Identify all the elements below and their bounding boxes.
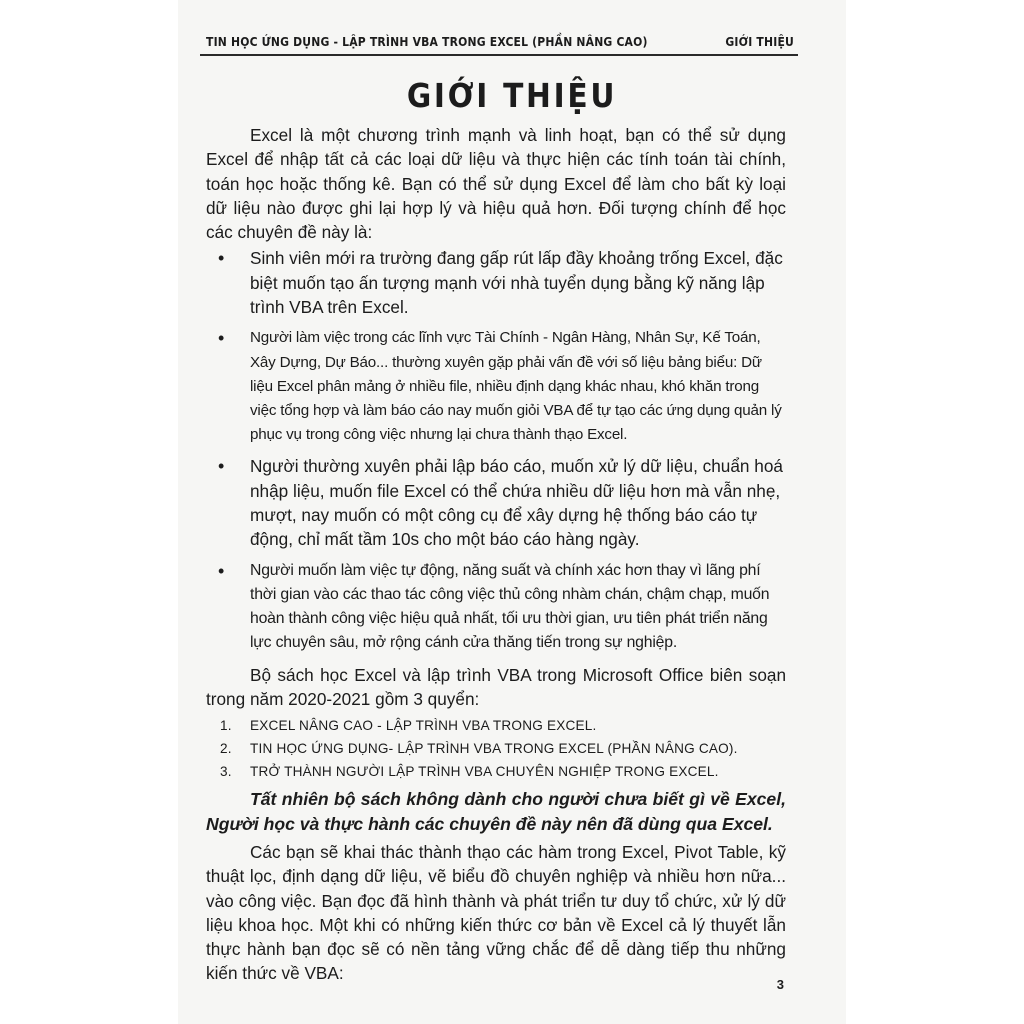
list-item: • Người làm việc trong các lĩnh vực Tài Chính - Ngân Hàng, Nhân Sự, Kế Toán, Xây Dựng, Dự Báo... thường xuyên gặp phải vấn đề với số liệu bảng biểu: Dữ liệu Excel phân mảng ở nhiều file, nhiều định dạng khác nhau, khó khăn trong việc tổng hợp và làm báo cáo nay muốn giỏi VBA để tự tạo các ứng dụng quản lý phục vụ trong công việc nhưng lại chưa thành thạo Excel. <box>218 328 782 444</box>
bullet-icon: • <box>218 456 225 477</box>
header-book-title: TIN HỌC ỨNG DỤNG - LẬP TRÌNH VBA TRONG EXCEL (PHẦN NÂNG CAO) <box>206 35 648 49</box>
header-section-title: GIỚI THIỆU <box>725 35 794 49</box>
intro-paragraph: Excel là một chương trình mạnh và linh hoạt, bạn có thể sử dụng Excel để nhập tất cả các loại dữ liệu và thực hiện các tính toán tài chính, toán học hoặc thống kê. Bạn có thể sử dụng Excel để làm cho bất kỳ loại dữ liệu nào được ghi lại hợp lý và hiệu quả hơn. Đối tượng chính để học các chuyên đề này là: <box>206 125 786 243</box>
emphasis-paragraph: Tất nhiên bộ sách không dành cho người chưa biết gì về Excel, Người học và thực hành các chuyên đề này nên đã dùng qua Excel. <box>206 789 786 834</box>
running-header <box>200 32 798 56</box>
audience-list <box>206 246 786 655</box>
bullet-icon: • <box>218 248 225 269</box>
list-item: • Người thường xuyên phải lập báo cáo, muốn xử lý dữ liệu, chuẩn hoá nhập liệu, muốn file Excel có thể chứa nhiều dữ liệu hơn mà vẫn nhẹ, mượt, nay muốn có một công cụ để xây dựng hệ thống báo cáo tự động, chỉ mất tầm 10s cho một báo cáo hàng ngày. <box>218 456 783 550</box>
closing-paragraph: Các bạn sẽ khai thác thành thạo các hàm trong Excel, Pivot Table, kỹ thuật lọc, định dạng dữ liệu, vẽ biểu đồ chuyên nghiệp và nhiều hơn nữa... vào công việc. Bạn đọc đã hình thành và phát triển tư duy tổ chức, xử lý dữ liệu khoa học. Một khi có những kiến thức cơ bản về Excel cả lý thuyết lẫn thực hành bạn đọc sẽ có nền tảng vững chắc để dễ dàng tiếp thu những kiến thức về VBA: <box>206 841 786 984</box>
book-series-list <box>206 714 786 783</box>
list-item: 2. TIN HỌC ỨNG DỤNG- LẬP TRÌNH VBA TRONG EXCEL (PHẦN NÂNG CAO). <box>220 741 738 757</box>
page-number: 3 <box>776 977 784 992</box>
bullet-icon: • <box>218 328 225 349</box>
page-title: GIỚI THIỆU <box>406 76 618 115</box>
list-item: 1. EXCEL NÂNG CAO - LẬP TRÌNH VBA TRONG EXCEL. <box>220 718 597 734</box>
list-item: • Sinh viên mới ra trường đang gấp rút lấp đầy khoảng trống Excel, đặc biệt muốn tạo ấn tượng mạnh với nhà tuyển dụng bằng kỹ năng lập trình VBA trên Excel. <box>218 248 783 318</box>
series-intro-paragraph: Bộ sách học Excel và lập trình VBA trong Microsoft Office biên soạn trong năm 2020-2021 gồm 3 quyển: <box>206 664 786 710</box>
list-item: 3. TRỞ THÀNH NGƯỜI LẬP TRÌNH VBA CHUYÊN NGHIỆP TRONG EXCEL. <box>220 764 719 780</box>
bullet-icon: • <box>218 560 225 581</box>
page-body <box>206 123 786 986</box>
list-item: • Người muốn làm việc tự động, năng suất và chính xác hơn thay vì lãng phí thời gian vào các thao tác công việc thủ công nhàm chán, chậm chạp, muốn hoàn thành công việc hiệu quả nhất, tối ưu thời gian, ưu tiên phát triển năng lực chuyên sâu, mở rộng cánh cửa thăng tiến trong sự nghiệp. <box>218 560 770 652</box>
